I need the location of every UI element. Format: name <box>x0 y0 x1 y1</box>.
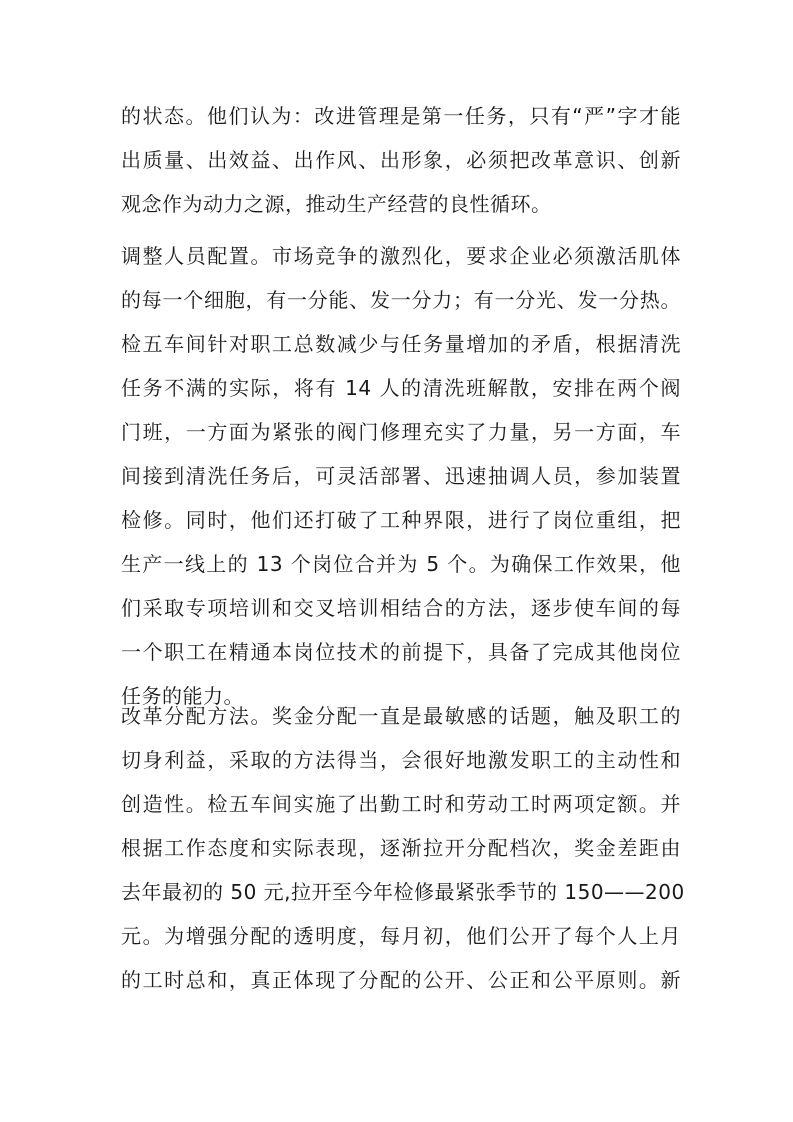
text-line: 的工时总和，真正体现了分配的公开、公正和公平原则。新 <box>121 968 681 992</box>
paragraph-distribution <box>121 700 685 1008</box>
text-line: 们采取专项培训和交叉培训相结合的方法，逐步使车间的每 <box>121 596 681 620</box>
text-line: 根据工作态度和实际表现，逐渐拉开分配档次，奖金差距由 <box>121 836 681 860</box>
text-line: 任务的能力。 <box>121 684 244 708</box>
text-line: 去年最初的 50 元,拉开至今年检修最紧张季节的 150——200 <box>121 880 685 904</box>
text-line: 检五车间针对职工总数减少与任务量增加的矛盾，根据清洗 <box>121 332 681 356</box>
text-line: 创造性。检五车间实施了出勤工时和劳动工时两项定额。并 <box>121 792 681 816</box>
text-line: 的状态。他们认为：改进管理是第一任务，只有“严”字才能 <box>121 104 681 128</box>
text-line: 检修。同时，他们还打破了工种界限，进行了岗位重组，把 <box>121 508 681 532</box>
text-line: 改革分配方法。奖金分配一直是最敏感的话题，触及职工的 <box>121 704 681 728</box>
paragraph-staffing <box>121 240 681 724</box>
text-line: 生产一线上的 13 个岗位合并为 5 个。为确保工作效果，他 <box>121 552 681 576</box>
text-line: 任务不满的实际，将有 14 人的清洗班解散，安排在两个阀 <box>121 376 681 400</box>
text-line: 出质量、出效益、出作风、出形象，必须把改革意识、创新 <box>121 148 681 172</box>
text-line: 观念作为动力之源，推动生产经营的良性循环。 <box>121 192 552 216</box>
paragraph-management <box>121 100 681 232</box>
text-line: 间接到清洗任务后，可灵活部署、迅速抽调人员，参加装置 <box>121 464 681 488</box>
text-line: 调整人员配置。市场竞争的激烈化，要求企业必须激活肌体 <box>121 244 681 268</box>
text-line: 切身利益，采取的方法得当，会很好地激发职工的主动性和 <box>121 748 681 772</box>
text-line: 的每一个细胞，有一分能、发一分力；有一分光、发一分热。 <box>121 288 681 312</box>
text-line: 元。为增强分配的透明度，每月初，他们公开了每个人上月 <box>121 924 681 948</box>
text-line: 一个职工在精通本岗位技术的前提下，具备了完成其他岗位 <box>121 640 681 664</box>
text-line: 门班，一方面为紧张的阀门修理充实了力量，另一方面，车 <box>121 420 681 444</box>
